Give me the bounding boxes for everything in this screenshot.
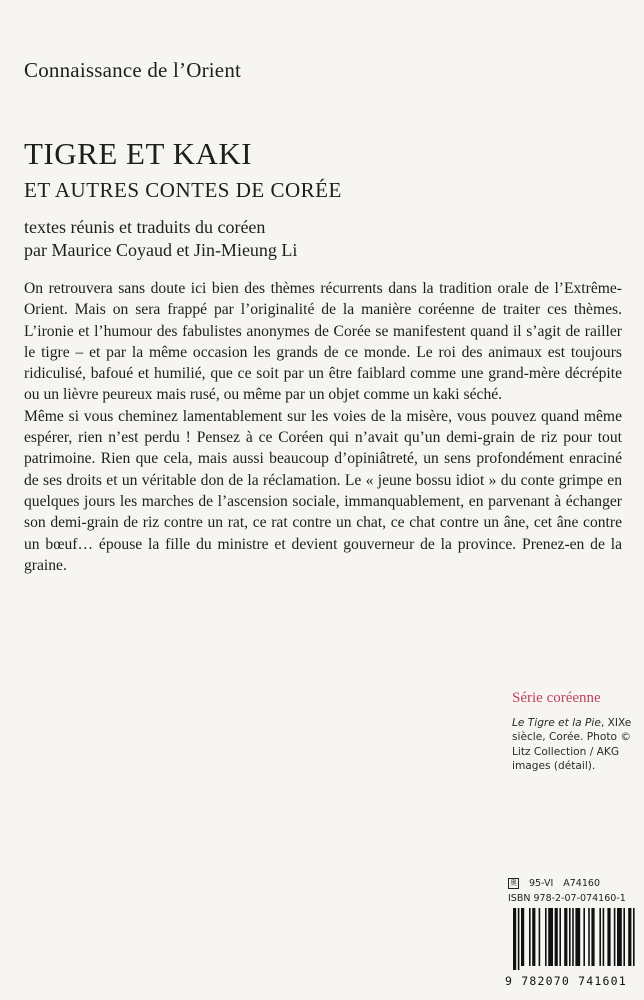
barcode-bar xyxy=(588,908,590,966)
caption-details: , XIXe siècle, Corée. Photo © Litz Collection / AKG images (détail). xyxy=(512,717,632,773)
credit-line-2: par Maurice Coyaud et Jin-Mieung Li xyxy=(24,240,298,260)
barcode-bar xyxy=(623,908,625,966)
barcode-bar xyxy=(564,908,567,966)
barcode-bar xyxy=(628,908,631,966)
barcode-digits: 9 782070 741601 xyxy=(505,974,627,988)
back-cover-blurb xyxy=(24,278,622,576)
barcode-bar xyxy=(539,908,541,966)
credit-line-1: textes réunis et traduits du coréen xyxy=(24,217,266,237)
book-title: TIGRE ET KAKI xyxy=(24,136,253,171)
reference-code: A74160 xyxy=(563,878,600,889)
cover-image-caption xyxy=(512,716,632,774)
barcode-bar xyxy=(591,908,594,966)
barcode-bar xyxy=(513,908,516,970)
barcode-bar xyxy=(575,908,580,966)
barcode-bar xyxy=(545,908,547,966)
barcode-bar xyxy=(572,908,574,966)
price-code: 95-VI xyxy=(529,878,554,889)
book-subtitle: ET AUTRES CONTES DE CORÉE xyxy=(24,178,342,202)
barcode-bars-icon xyxy=(505,908,638,972)
publisher-seal-icon: 奥 xyxy=(510,879,517,887)
code-row xyxy=(508,876,626,891)
barcode-bar xyxy=(569,908,571,966)
collection-name: Connaissance de l’Orient xyxy=(24,58,242,82)
publisher-codes xyxy=(508,876,626,906)
barcode-bar xyxy=(599,908,601,966)
caption-artwork-title: Le Tigre et la Pie xyxy=(512,717,601,729)
blurb-paragraph-1: On retrouvera sans doute ici bien des thèmes récurrents dans la tradition orale de l’Extrême-Orient. Mais on sera frappé par l’originalité de la manière coréenne de traiter ces thèmes. L’ironie et l’humour des fabulistes anonymes de Corée se manifestent quand il s’agit de railler le tigre – et par la même occasion les grands de ce monde. Le roi des animaux est toujours ridiculisé, bafoué et humilié, que ce soit par un être faiblard comme une grand-mère décrépite ou un lièvre peureux mais rusé, ou même par un objet comme un kaki séché. xyxy=(24,280,622,404)
barcode-bar xyxy=(518,908,520,970)
barcode-bar xyxy=(633,908,635,966)
barcode-bar xyxy=(583,908,585,966)
barcode xyxy=(505,908,638,994)
barcode-bar xyxy=(529,908,531,966)
barcode-bar xyxy=(532,908,535,966)
barcode-bar xyxy=(521,908,524,966)
isbn: ISBN 978-2-07-074160-1 xyxy=(508,893,626,904)
blurb-paragraph-2: Même si vous cheminez lamentablement sur les voies de la misère, vous pouvez quand même espérer, rien n’est perdu ! Pensez à ce Coréen qui n’avait qu’un demi-grain de riz pour tout patrimoine. Rien que cela, mais aussi beaucoup d’opiniâtreté, un sens profondément enraciné de ses droits et un véritable don de la réclamation. Le « jeune bossu idiot » du conte grimpe en quelques jours les marches de l’ascension sociale, immanquablement, en parvenant à échanger son demi-grain de riz contre un rat, ce rat contre un chat, ce chat contre un âne, cet âne contre un bœuf… épouse la fille du ministre et devient gouverneur de la province. Prenez-en de la graine. xyxy=(24,407,622,574)
barcode-bar xyxy=(555,908,558,966)
barcode-bar xyxy=(614,908,616,966)
barcode-bar xyxy=(548,908,553,966)
barcode-bar xyxy=(607,908,610,966)
barcode-bar xyxy=(603,908,605,966)
series-label: Série coréenne xyxy=(512,690,601,706)
barcode-bar xyxy=(617,908,622,966)
barcode-bar xyxy=(559,908,561,966)
translator-credit xyxy=(24,216,297,262)
